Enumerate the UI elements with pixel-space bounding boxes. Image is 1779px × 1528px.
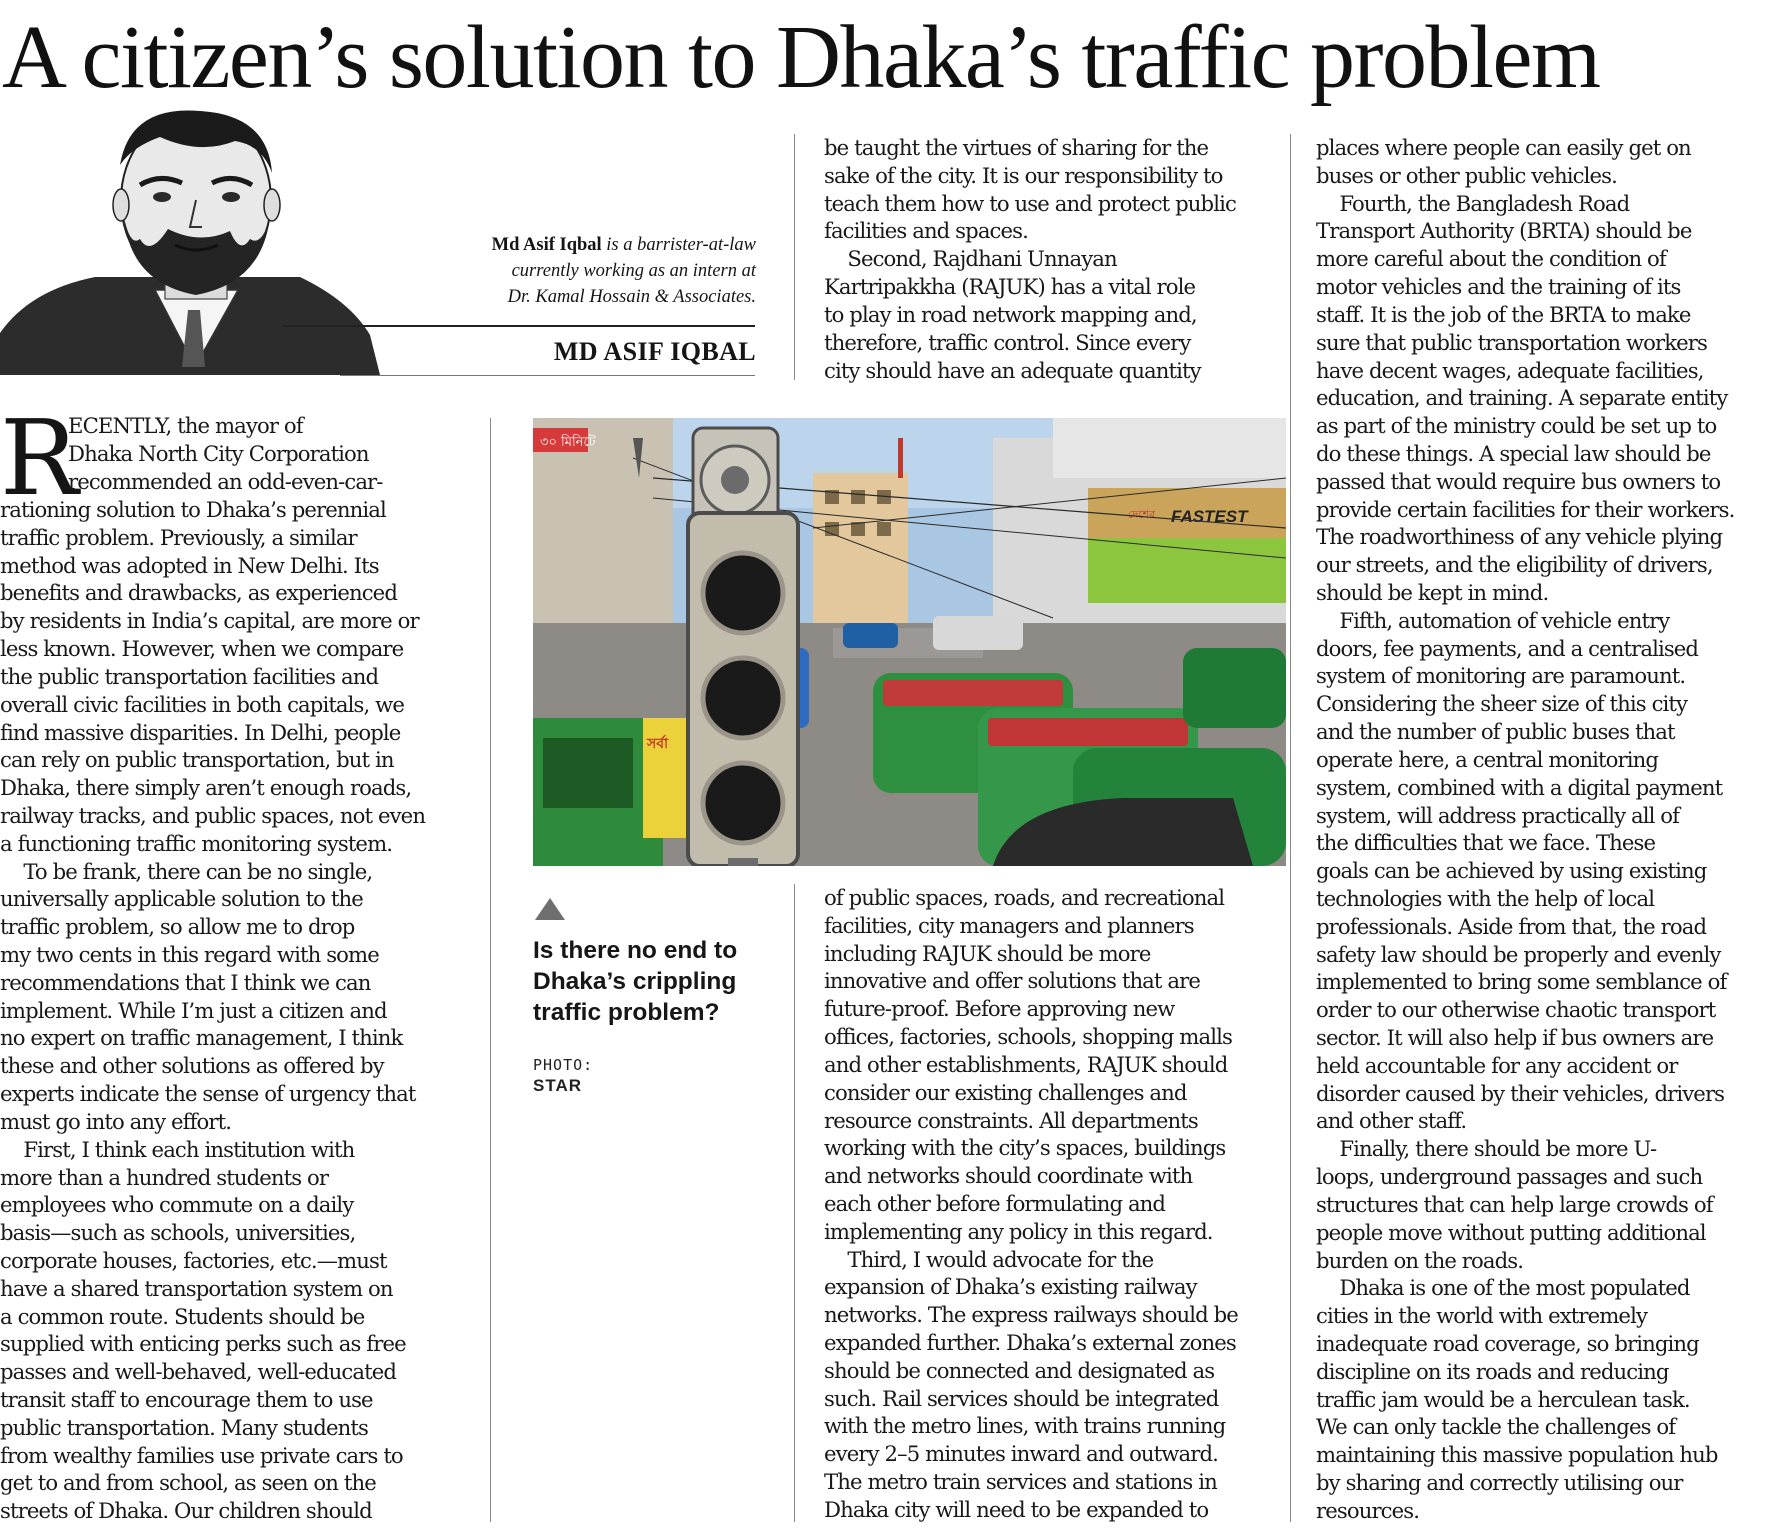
billboard-text: FASTEST xyxy=(1171,507,1248,526)
sign-top-text: ৩০ মিনিটে xyxy=(540,435,596,450)
author-illustration xyxy=(0,105,380,375)
article-column-3: places where people can easily get on buses or other public vehicles. Fourth, the Bangladesh Road Transport Authority (BRTA) should be more careful about the condition of motor vehicles and the training of its staff. It is the job of the BRTA to make sure that public transportation workers have decent wages, adequate facilities, education, and training. A separate entity as part of the ministry could be set up to do these things. A special law should be passed that would require bus owners to provide certain facilities for their workers. The roadworthiness of any vehicle plying our streets, and the eligibility of drivers, should be kept in mind. Fifth, automation of vehicle entry doors, fee payments, and a centralised system of monitoring are paramount. Considering the sheer size of this city and the number of public buses that operate here, a central monitoring system, combined with a digital payment system, will address practically all of the difficulties that we face. These goals can be achieved by using existing technologies with the help of local professionals. Aside from that, the road safety law should be properly and evenly implemented to bring some semblance of order to our otherwise chaotic transport sector. It will also help if bus owners are held accountable for any accident or disorder caused by their vehicles, drivers and other staff. Finally, there should be more U- loops, underground passages and such structures that can help large crowds of people move without putting additional burden on the roads. Dhaka is one of the most populated cities in the world with extremely inadequate road coverage, so bringing discipline on its roads and reducing traffic jam would be a herculean task. We can only tackle the challenges of maintaining this massive population hub by sharing and correctly utilising our resources. xyxy=(1316,135,1735,1523)
column-divider-3 xyxy=(1290,134,1291,1522)
shop-sign-text: সর্বা xyxy=(647,736,669,752)
byline-bottom-rule xyxy=(340,375,755,376)
byline: MD ASIF IQBAL xyxy=(553,337,756,366)
column-divider-1 xyxy=(490,418,491,1522)
headline: A citizen’s solution to Dhaka’s traffic problem xyxy=(2,8,1600,107)
author-portrait xyxy=(0,105,380,375)
article-column-2-bottom: of public spaces, roads, and recreational facilities, city managers and planners including RAJUK should be more innovative and offer solutions that are future-proof. Before approving new offices, factories, schools, shopping malls and other establishments, RAJUK should consider our existing challenges and resource constraints. All departments working with the city’s spaces, buildings and networks should coordinate with each other before formulating and implementing any policy in this regard. Third, I would advocate for the expansion of Dhaka’s existing railway networks. The express railways should be expanded further. Dhaka’s external zones should be connected and designated as such. Rail services should be integrated with the metro lines, with trains running every 2–5 minutes inward and outward. The metro train services and stations in Dhaka city will need to be expanded to xyxy=(824,885,1238,1522)
bio-line-2: currently working as an intern at xyxy=(511,261,756,281)
article-column-1-lead: ECENTLY, the mayor of Dhaka North City Corporation recommended an odd-even-car- xyxy=(68,413,383,494)
bio-line-1: is a barrister-at-law xyxy=(601,235,756,255)
caption-triangle-icon xyxy=(535,898,565,920)
bio-name: Md Asif Iqbal xyxy=(491,235,602,255)
billboard-small-text: দেশের xyxy=(1128,508,1156,521)
bio-line-3: Dr. Kamal Hossain & Associates. xyxy=(507,287,756,307)
author-bio xyxy=(420,232,756,310)
column-divider-2-bottom xyxy=(794,884,795,1522)
traffic-photo-graphic xyxy=(533,418,1286,866)
drop-cap: R xyxy=(0,397,79,519)
byline-top-rule xyxy=(282,325,755,327)
traffic-photo xyxy=(533,418,1286,866)
article-column-2-top: be taught the virtues of sharing for the sake of the city. It is our responsibility to teach them how to use and protect public facilities and spaces. Second, Rajdhani Unnayan Kartripakkha (RAJUK) has a vital role to play in road network mapping and, therefore, traffic control. Since every city should have an adequate quantity xyxy=(824,135,1236,383)
article-column-1: rationing solution to Dhaka’s perennial traffic problem. Previously, a similar method was adopted in New Delhi. Its benefits and drawbacks, as experienced by residents in India’s capital, are more or less known. However, when we compare the public transportation facilities and overall civic facilities in both capitals, we find massive disparities. In Delhi, people can rely on public transportation, but in Dhaka, there simply aren’t enough roads, railway tracks, and public spaces, not even a functioning traffic monitoring system. To be frank, there can be no single, universally applicable solution to the traffic problem, so allow me to drop my two cents in this regard with some recommendations that I think we can implement. While I’m just a citizen and no expert on traffic management, I think these and other solutions as offered by experts indicate the sense of urgency that must go into any effort. First, I think each institution with more than a hundred students or employees who commute on a daily basis—such as schools, universities, corporate houses, factories, etc.—must have a shared transportation system on a common route. Students should be supplied with enticing perks such as free passes and well-behaved, well-educated transit staff to encourage them to use public transportation. Many students from wealthy families use private cars to get to and from school, as seen on the streets of Dhaka. Our children should xyxy=(0,497,426,1524)
photo-credit-label: PHOTO: xyxy=(533,1056,594,1074)
column-divider-2-top xyxy=(794,134,795,380)
photo-caption: Is there no end to Dhaka’s crippling traffic problem? xyxy=(533,937,738,1026)
photo-credit-value: STAR xyxy=(533,1076,583,1095)
